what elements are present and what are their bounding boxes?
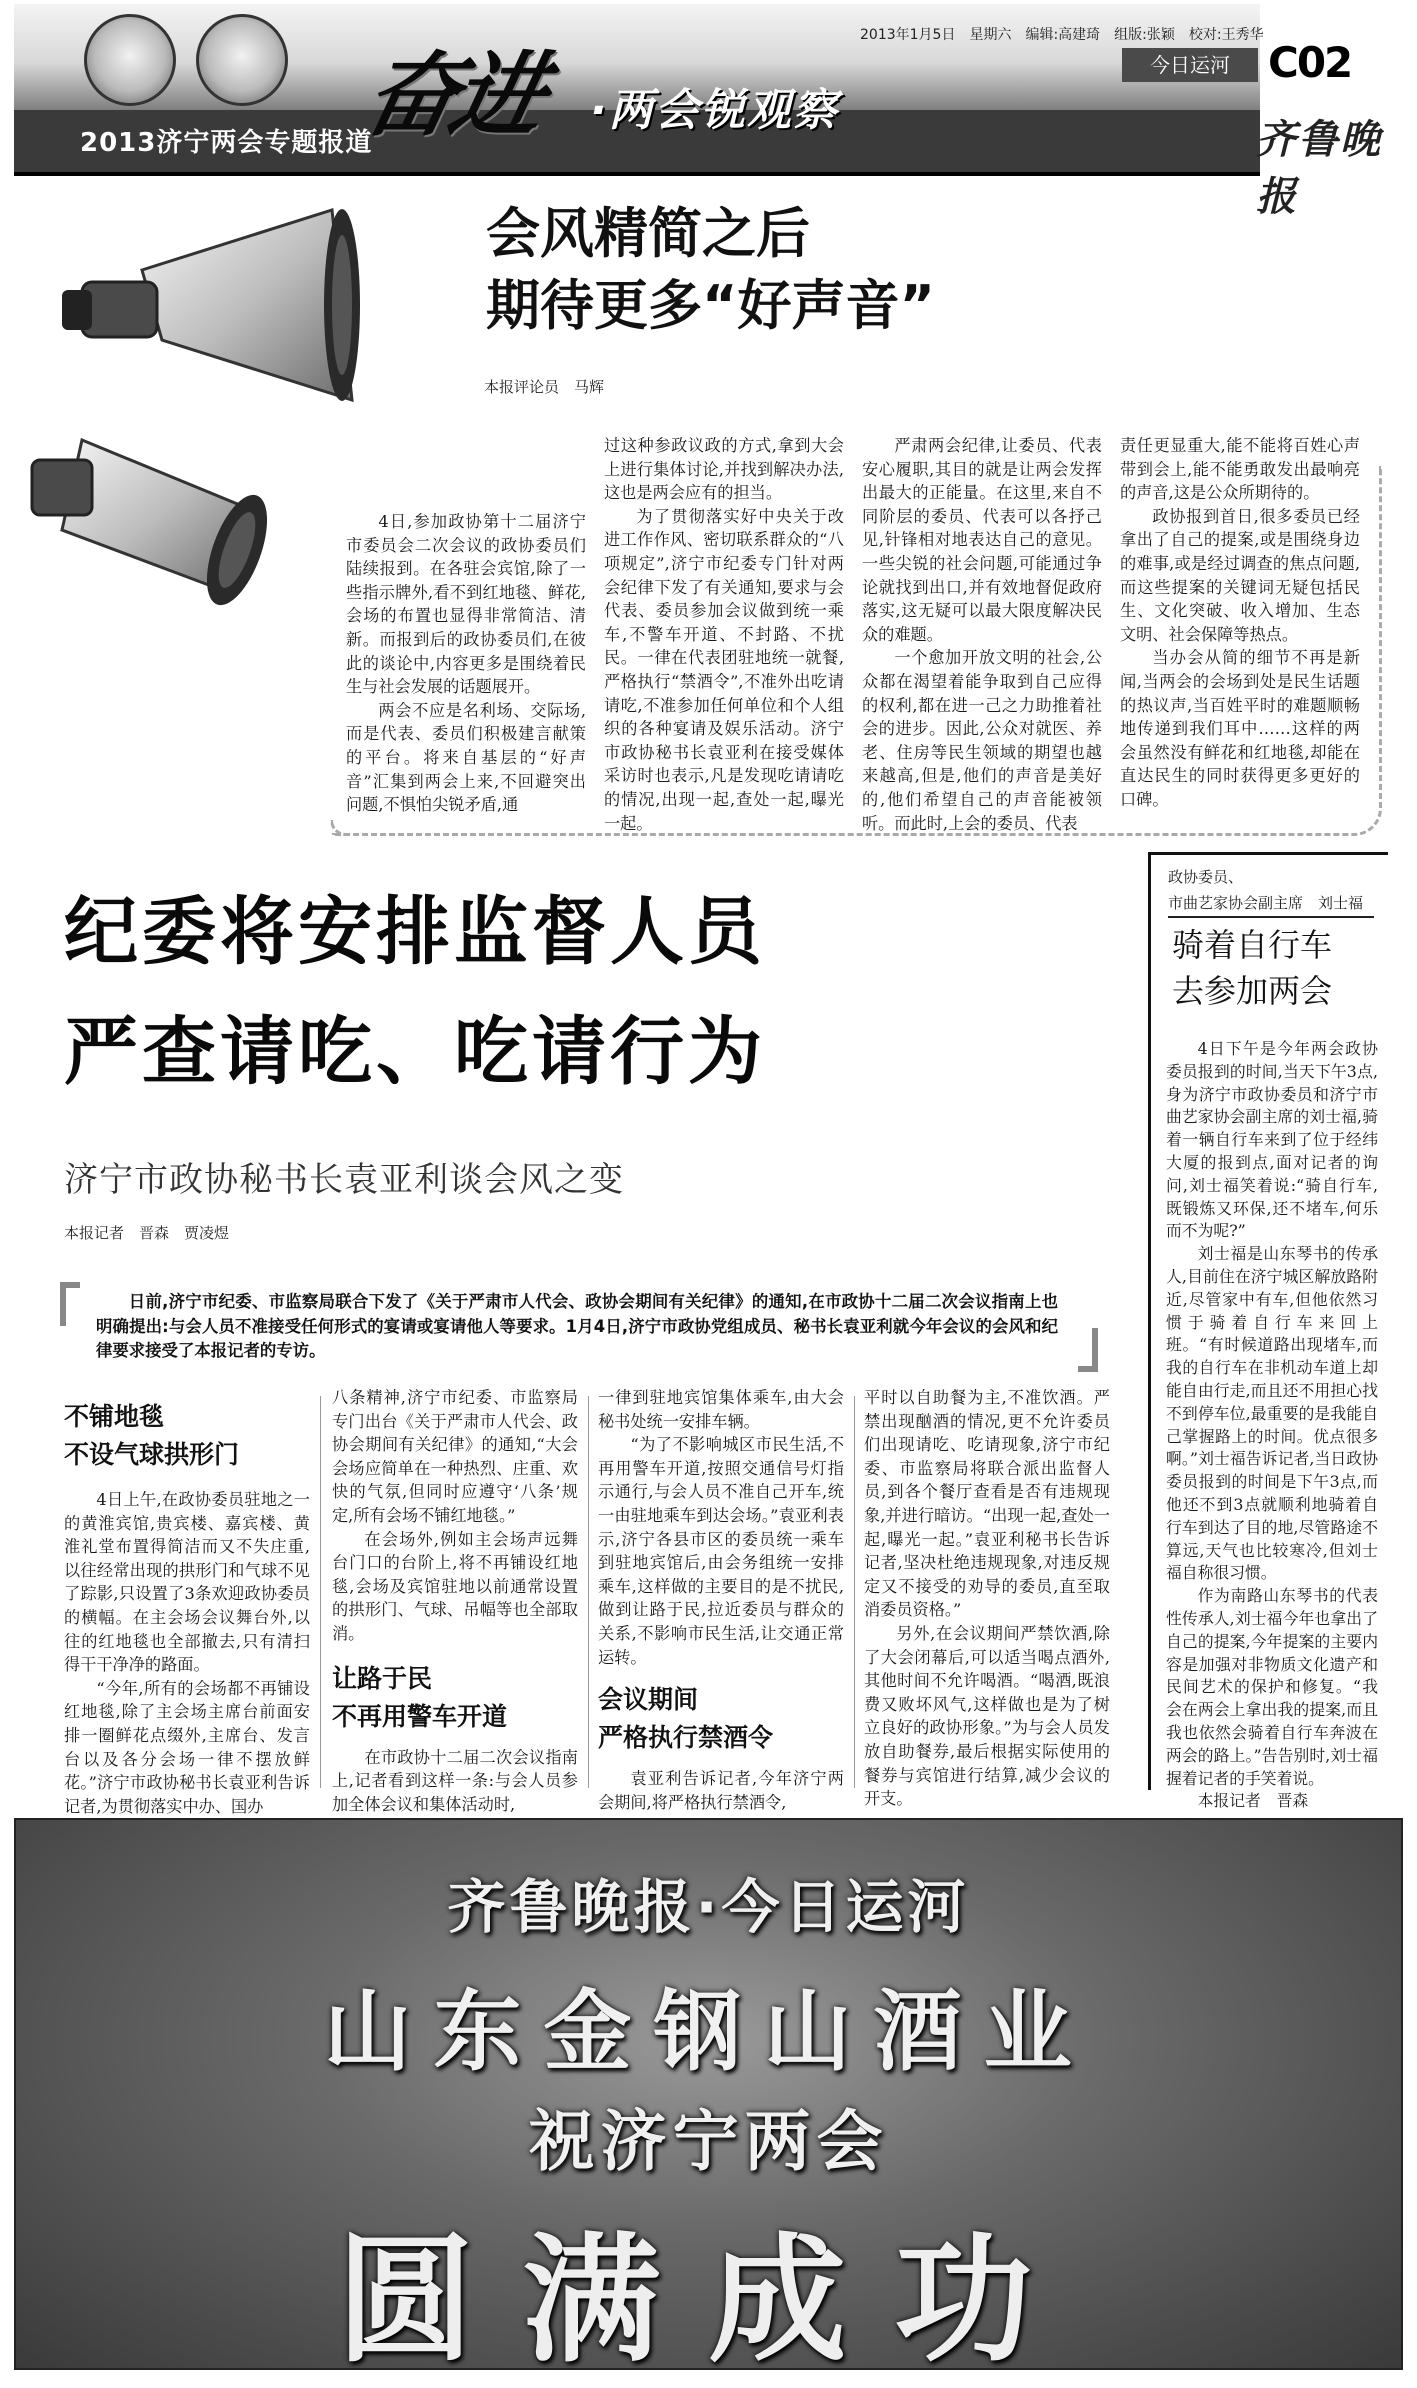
megaphone-icon bbox=[22, 190, 362, 610]
page-meta: 2013年1月5日 星期六 编辑:高建琦 组版:张颖 校对:王秀华 bbox=[860, 27, 1264, 43]
sidebar-body bbox=[1166, 1038, 1378, 1813]
paragraph: “为了不影响城区市民生活,不再用警车开道,按照交通信号灯指示通行,与会人员不准自己开车,统一由驻地乘车到达会场。”袁亚利表示,济宁各县市区的委员统一乘车到驻地宾馆后,由会务组统一安排乘车,这样做的主要目的是不扰民,做到让路于民,拉近委员与群众的关系,不影响市民生活,让交通正常运转。 bbox=[598, 1435, 844, 1667]
sidebar-top-rule bbox=[1148, 852, 1388, 855]
column-divider bbox=[588, 1396, 589, 1788]
series-label: 2013济宁两会专题报道 bbox=[80, 128, 373, 158]
section-alcohol-ban bbox=[598, 1681, 844, 1757]
sidebar-title-line2: 去参加两会 bbox=[1172, 972, 1333, 1010]
page-number: C02 bbox=[1268, 38, 1352, 87]
commentary-column-2 bbox=[604, 434, 844, 835]
commentary-column-3 bbox=[862, 434, 1102, 835]
ad-line-2: 山东金钢山酒业 bbox=[323, 1980, 1094, 2083]
main-lead: 日前,济宁市纪委、市监察局联合下发了《关于严肃市人代会、政协会期间有关纪律》的通知,在市政协十二届二次会议指南上也明确提出:与会人员不准接受任何形式的宴请或宴请他人等要求。1月4日,济宁市政协党组成员、秘书长袁亚利就今年会议的会风和纪律要求接受了本报记者的专访。 bbox=[96, 1292, 1058, 1360]
main-headline-line2: 严查请吃、吃请行为 bbox=[64, 1009, 766, 1095]
main-column-3-top bbox=[598, 1386, 844, 1669]
main-column-3-bottom bbox=[598, 1767, 844, 1814]
lead-bracket-open bbox=[60, 1282, 80, 1326]
header-rule bbox=[14, 172, 1260, 176]
column-title: ·两会锐观察 bbox=[590, 85, 839, 136]
section-not-carpet bbox=[64, 1398, 310, 1818]
ad-line-1: 齐鲁晚报·今日运河 bbox=[447, 1873, 970, 1941]
main-column-2-bottom bbox=[332, 1746, 578, 1817]
national-emblem-icon bbox=[84, 14, 176, 106]
commentary-column-4 bbox=[1120, 434, 1360, 812]
paragraph: 一律到驻地宾馆集体乘车,由大会秘书处统一安排车辆。 bbox=[598, 1388, 844, 1431]
commentary-title-line1: 会风精简之后 bbox=[486, 202, 810, 265]
sidebar-kicker-1: 政协委员、 bbox=[1168, 868, 1244, 886]
paragraph: 袁亚利告诉记者,今年济宁两会期间,将严格执行禁酒令, bbox=[598, 1769, 844, 1812]
paragraph: 4日下午是今年两会政协委员报到的时间,当天下午3点,身为济宁市政协委员和济宁市曲艺家协会副主席的刘士福,骑着一辆自行车来到了位于经纬大厦的报到点,面对记者的询问,刘士福笑着说:“骑自行车,既锻炼又环保,还不堵车,何乐而不为呢?” bbox=[1166, 1039, 1378, 1241]
subheading: 会议期间 bbox=[598, 1685, 699, 1715]
paragraph: “今年,所有的会场都不再铺设红地毯,除了主会场主席台前面安排一圈鲜花点缀外,主席台、发言台以及各分会场一律不摆放鲜花。”济宁市政协秘书长袁亚利告诉记者,为贯彻落实中办、国办 bbox=[64, 1678, 310, 1816]
paragraph: 一个愈加开放文明的社会,公众都在渴望着能争取到自己应得的权利,都在进一己之力助推着社会的进步。因此,公众对就医、养老、住房等民生领域的期望也越来越高,但是,他们的声音是美好的,他们希望自己的声音能被领听。而此时,上会的委员、代表 bbox=[862, 648, 1102, 833]
subheading: 不铺地毯 bbox=[64, 1402, 165, 1431]
paragraph: 4日上午,在政协委员驻地之一的黄淮宾馆,贵宾楼、嘉宾楼、黄淮礼堂布置得简洁而又不失庄重,以往经常出现的拱形门和气球不见了踪影,只设置了3条欢迎政协委员的横幅。在主会场会议舞台外,以往的红地毯也全部撤去,只有清扫得干干净净的路面。 bbox=[64, 1490, 310, 1675]
paragraph: 4日,参加政协第十二届济宁市委员会二次会议的政协委员们陆续报到。在各驻会宾馆,除了一些指示牌外,看不到红地毯、鲜花,会场的布置也显得非常简洁、清新。而报到后的政协委员们,在彼此的谈论中,内容更多是围绕着民生与社会发展的话题展开。 bbox=[346, 512, 586, 697]
brush-title: 奋进 bbox=[355, 41, 551, 149]
paragraph: 为了贯彻落实好中央关于改进工作作风、密切联系群众的“八项规定”,济宁市纪委专门针对两会纪律下发了有关通知,要求与会代表、委员参加会议做到统一乘车,不警车开道、不封路、不扰民。一律在代表团驻地统一就餐,严格执行“禁酒令”,不准外出吃请请吃,不准参加任何单位和个人组织的各种宴请及娱乐活动。济宁市政协秘书长袁亚利在接受媒体采访时也表示,凡是发现吃请请吃的情况,出现一起,查处一起,曝光一起。 bbox=[604, 506, 844, 833]
paragraph: 刘士福是山东琴书的传承人,目前住在济宁城区解放路附近,尽管家中有车,但他依然习惯于骑着自行车来回上班。“有时候道路出现堵车,而我的自行车在非机动车道上却能自由行走,而且还不用担心找不到停车位,最重要的是我能自己掌握路上的时间。优点很多啊。”刘士福告诉记者,当日政协委员报到的时间是下午3点,而他还不到3点就顺利地骑着自行车到达了目的地,尽管路途不算远,天气也比较寒冷,但刘士福自称很习惯。 bbox=[1166, 1244, 1378, 1583]
paragraph: 平时以自助餐为主,不准饮酒。严禁出现酗酒的情况,更不允许委员们出现请吃、吃请现象,济宁市纪委、市监察局将联合派出监督人员,到各个餐厅查看是否有违规现象,并进行暗访。“出现一起,查处一起,曝光一起。”袁亚利秘书长告诉记者,坚决杜绝违规现象,对违反规定又不接受的劝导的委员,直至取消委员资格。” bbox=[864, 1388, 1110, 1620]
sidebar-rule bbox=[1148, 852, 1151, 1790]
paragraph: 另外,在会议期间严禁饮酒,除了大会闭幕后,可以适当喝点酒外,其他时间不允许喝酒。“喝酒,既浪费又败坏风气,这样做也是为了树立良好的政协形象。”为与会人员发放自助餐券,最后根据实际使用的餐券与宾馆进行结算,减少会议的开支。 bbox=[864, 1623, 1110, 1809]
main-column-1 bbox=[64, 1488, 310, 1818]
paragraph: 当办会从简的细节不再是新闻,当两会的会场到处是民生话题的热议声,当百姓平时的难题顺畅地传递到我们耳中……这样的两会虽然没有鲜花和红地毯,却能在直达民生的同时获得更多更好的口碑。 bbox=[1120, 648, 1360, 809]
cppcc-emblem-icon bbox=[196, 14, 288, 106]
paragraph: 八条精神,济宁市纪委、市监察局专门出台《关于严肃市人代会、政协会期间有关纪律》的通知,“大会会场应简单在一种热烈、庄重、欢快的气氛,但同时应遵守‘八条’规定,所有会场不铺红地毯。” bbox=[332, 1388, 578, 1525]
commentary-byline: 本报评论员 马辉 bbox=[484, 378, 605, 396]
paragraph: 责任更显重大,能不能将百姓心声带到会上,能不能勇敢发出最响亮的声音,这是公众所期待的。 bbox=[1120, 436, 1360, 503]
sidebar-kicker-2: 市曲艺家协会副主席 刘士福 bbox=[1168, 894, 1364, 912]
main-headline-line1: 纪委将安排监督人员 bbox=[64, 889, 766, 975]
newspaper-logo: 齐鲁晚报 bbox=[1256, 116, 1382, 220]
paragraph: 严肃两会纪律,让委员、代表安心履职,其目的就是让两会发挥出最大的正能量。在这里,来自不同阶层的委员、代表可以各抒己见,针锋相对地表达自己的意见。一些尖锐的社会问题,可能通过争论就找到出口,并有效地督促政府落实,这无疑可以最大限度解决民众的难题。 bbox=[862, 436, 1102, 644]
lead-bracket-close bbox=[1078, 1328, 1098, 1372]
commentary-title-line2: 期待更多“好声音” bbox=[486, 274, 935, 337]
section-no-police-escort bbox=[332, 1660, 578, 1736]
main-byline: 本报记者 晋森 贾凌煜 bbox=[64, 1224, 230, 1242]
advertisement bbox=[14, 1818, 1403, 2381]
main-column-2-top bbox=[332, 1386, 578, 1646]
sidebar-byline: 本报记者 晋森 bbox=[1197, 1791, 1309, 1811]
column-divider bbox=[854, 1396, 855, 1788]
column-divider bbox=[320, 1396, 321, 1788]
sidebar-title-line1: 骑着自行车 bbox=[1172, 926, 1333, 964]
paragraph: 在会场外,例如主会场声远舞台门口的台阶上,将不再铺设红地毯,会场及宾馆驻地以前通常设置的拱形门、气球、吊幅等也全部取消。 bbox=[332, 1529, 578, 1643]
section-tag: 今日运河 bbox=[1122, 48, 1258, 82]
commentary-column-1 bbox=[346, 510, 586, 817]
subheading: 不再用警车开道 bbox=[332, 1701, 508, 1731]
ad-line-3: 祝济宁两会 bbox=[528, 2103, 889, 2180]
subheading: 不设气球拱形门 bbox=[64, 1440, 240, 1469]
subheading: 严格执行禁酒令 bbox=[598, 1723, 774, 1753]
paragraph: 政协报到首日,很多委员已经拿出了自己的提案,或是围绕身边的难事,或是经过调查的焦点问题,而这些提案的关键词无疑包括民生、文化突破、收入增加、生态文明、社会保障等热点。 bbox=[1120, 506, 1360, 644]
paragraph: 两会不应是名利场、交际场,而是代表、委员们积极建言献策的平台。将来自基层的“好声音”汇集到两会上来,不回避突出问题,不惧怕尖锐矛盾,通 bbox=[346, 700, 586, 815]
paragraph: 在市政协十二届二次会议指南上,记者看到这样一条:与会人员参加全体会议和集体活动时, bbox=[332, 1747, 578, 1814]
sidebar-kicker-rule bbox=[1168, 916, 1374, 918]
subheading: 让路于民 bbox=[332, 1663, 433, 1693]
main-deck: 济宁市政协秘书长袁亚利谈会风之变 bbox=[64, 1160, 624, 1200]
main-column-2 bbox=[332, 1386, 578, 1816]
paragraph: 过这种参政议政的方式,拿到大会上进行集体讨论,并找到解决办法,这也是两会应有的担当。 bbox=[604, 436, 844, 503]
paragraph: 作为南路山东琴书的代表性传承人,刘士福今年也拿出了自己的提案,今年提案的主要内容是加强对非物质文化遗产和民间艺术的保护和修复。“我会在两会上拿出我的提案,而且我也依然会骑着自行车奔波在两会的路上。”告告别时,刘士福握着记者的手笑着说。 bbox=[1166, 1586, 1378, 1788]
main-column-3 bbox=[598, 1386, 844, 1814]
main-column-4 bbox=[864, 1386, 1110, 1811]
ad-line-4: 圆满成功 bbox=[336, 2220, 1081, 2381]
